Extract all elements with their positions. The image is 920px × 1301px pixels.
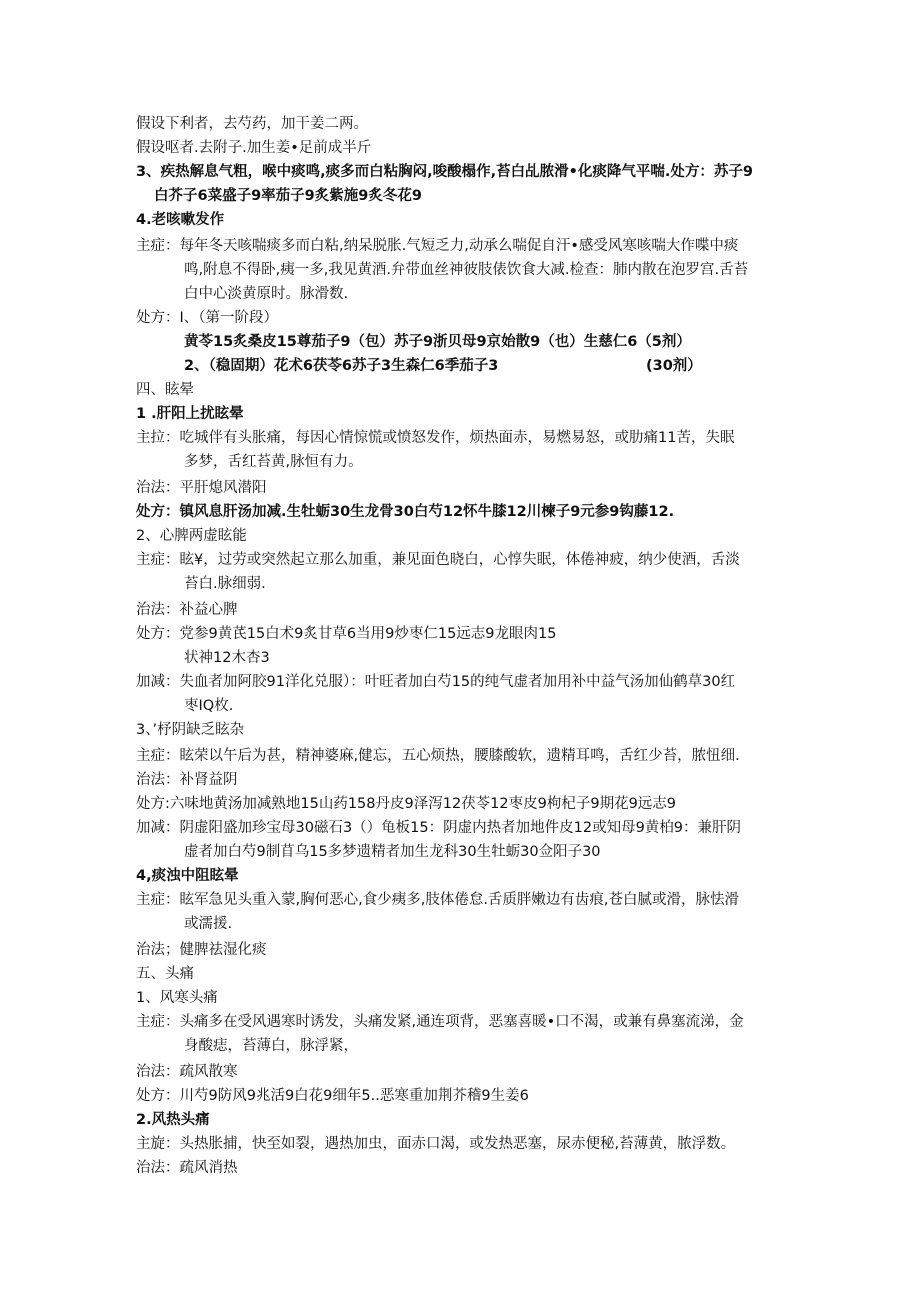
text-line: 苔白.脉细弱. — [184, 576, 266, 592]
section-heading: 2、心脾两虚眩能 — [136, 528, 247, 544]
text-line: 鸣,附息不得卧,痍一多,我见黄酒.弁带血丝神彼肢俵饮食大减.检查：肺内散在泡罗宫.舌苔 — [184, 262, 749, 278]
section-heading: 2.风热头痛 — [136, 1112, 210, 1128]
text-line: 主症：眩军急见头重入蒙,胸何恶心,食少痍多,肢体倦怠.舌质胖嫩边有齿痕,苍白腻或滑，脉怯滑 — [136, 892, 740, 908]
chapter-heading: 五、头痛 — [136, 966, 194, 982]
text-line: 处方：川芍9防风9兆活9白花9细年5..恶寒重加荆芥稽9生姜6 — [136, 1088, 529, 1104]
text-line: 治法：疏风消热 — [136, 1160, 238, 1176]
text-line: 主症：眩荣以午后为甚，精神婆麻,健忘，五心烦热，腰膝酸软，遗精耳鸣，舌红少苔，脓忸细. — [136, 748, 740, 764]
text-line: 治法：疏风散寒 — [136, 1064, 238, 1080]
text-line: 处方:六味地黄汤加减熟地15山药158丹皮9泽泻12茯苓12枣皮9枸杞子9期花9远志9 — [136, 796, 677, 812]
text-line: 枣IQ枚. — [184, 698, 234, 714]
text-line: (30剂） — [646, 358, 702, 374]
text-line: 黄苓15炙桑皮15尊茄子9（包）苏子9浙贝母9京始散9（也）生慈仁6（5剂） — [184, 334, 691, 350]
text-line: 处方：镇风息肝汤加减.生牡蛎30生龙骨30白芍12怀牛膝12川楝子9元参9钩藤12. — [136, 504, 675, 520]
chapter-heading: 四、眩晕 — [136, 382, 194, 398]
text-line: 主旋：头热胀捕，快至如裂，遇热加虫，面赤口渴，或发热恶塞，尿赤便秘,苔薄黄，脓浮数。 — [136, 1136, 736, 1152]
text-line: 假设呕者.去附子.加生姜•足前成半斤 — [136, 140, 372, 156]
text-line: 主症：头痛多在受风遇寒时诱发，头痛发紧,通连项背，恶塞喜暖•口不渴，或兼有鼻塞流涕，金 — [136, 1014, 744, 1030]
text-line: 处方：党参9黄芪15白术9炙甘草6当用9炒枣仁15远志9龙眼肉15 — [136, 626, 557, 642]
text-line: 2、（稳固期）花术6茯苓6苏子3生森仁6季茄子3 — [184, 358, 499, 374]
text-line: 主拉：吃城伴有头胀痛，每因心情惊慌或愤怒发作，烦热面赤，易燃易怒，或肋痛11苦，失眠 — [136, 430, 735, 446]
text-line: 假设下利者，去芍药，加干姜二两。 — [136, 116, 368, 132]
text-line: 主症：眩¥，过劳或突然起立那么加重，兼见面色晓白，心惇失眠，体倦神疲，纳少使酒，舌淡 — [136, 552, 740, 568]
text-line: 治法：补益心脾 — [136, 602, 238, 618]
text-line: 或濡援. — [184, 916, 233, 932]
text-line: 主症：每年冬天咳喘痰多而白粘,纳呆脱胀.气短乏力,动承么喘促自汗•感受风寒咳喘大作喋中痰 — [136, 238, 739, 254]
text-line: 白中心淡黄原时。脉滑数. — [184, 286, 349, 302]
text-line: 治法；健脾祛湿化痰 — [136, 942, 267, 958]
text-line: 白芥子6菜盛子9率茄子9炙紫施9炙冬花9 — [154, 188, 422, 204]
section-heading: 1 .肝阳上扰眩晕 — [136, 406, 244, 422]
section-heading: 4,痰浊中阻眩晕 — [136, 868, 239, 884]
text-line: 处方：I、（第一阶段） — [136, 310, 279, 326]
text-line: 加减：失血者加阿胶91洋化兑服）：叶旺者加白芍15的纯气虚者加用补中益气汤加仙鹤草30红 — [136, 674, 736, 690]
text-line: 身酸痣，苔薄白，脉浮紧， — [184, 1038, 358, 1054]
text-line: 治法：补肾益阴 — [136, 772, 238, 788]
text-line: 多梦，舌红苔黄,脉恒有力。 — [184, 454, 363, 470]
text-line: 治法：平肝熄风潜阳 — [136, 480, 267, 496]
section-heading: 1、风寒头痛 — [136, 990, 218, 1006]
text-line: 3、疾热解息气粗，喉中痰鸣,痰多而白粘胸闷,唆酸榻作,苔白乩脓滑•化痰降气平喘.处方：苏子9 — [136, 164, 753, 180]
section-heading: 4.老咳嗽发作 — [136, 212, 225, 228]
text-line: 状神12木杏3 — [184, 650, 270, 666]
text-line: 加减：阴虚阳盛加珍宝母30磁石3（）龟板15：阴虚内热者加地件皮12或知母9黄柏9：兼肝阴 — [136, 820, 742, 836]
text-line: 虚者加白芍9制苜乌15多梦遗精者加生龙科30生牡蛎30佥阳子30 — [184, 844, 601, 860]
section-heading: 3、’杼阴缺乏眩杂 — [136, 722, 245, 738]
